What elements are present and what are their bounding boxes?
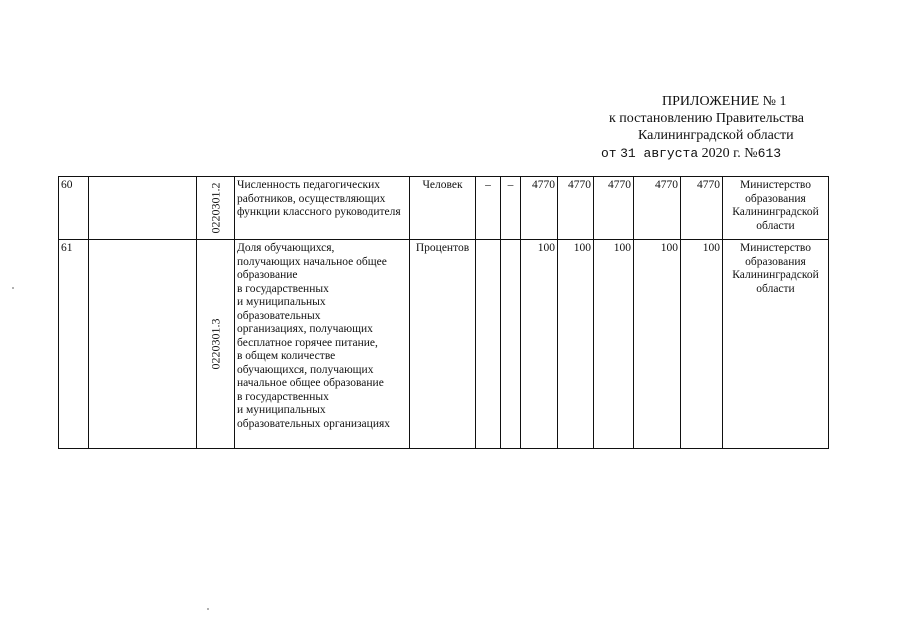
unit: Процентов bbox=[410, 240, 476, 449]
value-cell: 100 bbox=[521, 240, 558, 449]
indicator-name bbox=[235, 240, 410, 449]
empty-cell bbox=[89, 240, 197, 449]
value-cell: 100 bbox=[558, 240, 594, 449]
appendix-subtitle: к постановлению Правительства bbox=[609, 111, 805, 126]
name-line: начальное общее образование bbox=[237, 377, 384, 389]
name-line: получающих начальное общее bbox=[237, 255, 387, 268]
value-cell: 100 bbox=[634, 240, 681, 449]
value-cell: 4770 bbox=[681, 177, 723, 240]
date-prefix: от bbox=[601, 146, 617, 161]
name-line: обучающихся, получающих bbox=[237, 363, 374, 376]
name-line: в государственных bbox=[237, 282, 329, 295]
scan-speck bbox=[207, 608, 209, 610]
scan-speck bbox=[12, 287, 14, 289]
value-dash: – bbox=[501, 177, 521, 240]
value-cell: 4770 bbox=[634, 177, 681, 240]
responsible-org: Министерство образования Калининградской области bbox=[723, 177, 829, 240]
empty-cell bbox=[89, 177, 197, 240]
indicator-code: 0220301.2 bbox=[207, 182, 222, 234]
name-line: образовательных bbox=[237, 309, 321, 322]
date-year: 2020 г. № bbox=[701, 146, 758, 161]
value-cell: 100 bbox=[594, 240, 634, 449]
indicators-table bbox=[58, 176, 829, 449]
value-empty bbox=[501, 240, 521, 449]
row-number: 60 bbox=[59, 177, 89, 240]
resolution-number: 613 bbox=[757, 146, 782, 161]
name-line: бесплатное горячее питание, bbox=[237, 336, 378, 349]
responsible-org: Министерство образования Калининградской области bbox=[723, 240, 829, 449]
appendix-region: Калининградской области bbox=[638, 128, 794, 143]
resolution-date bbox=[601, 145, 781, 162]
value-cell: 4770 bbox=[594, 177, 634, 240]
indicator-code: 0220301.3 bbox=[207, 318, 222, 370]
value-dash: – bbox=[476, 177, 501, 240]
name-line: образовательных организациях bbox=[237, 417, 391, 430]
value-empty bbox=[476, 240, 501, 449]
name-line: в общем количестве bbox=[237, 350, 336, 362]
unit: Человек bbox=[410, 177, 476, 240]
name-line: и муниципальных bbox=[237, 296, 326, 308]
name-line: организациях, получающих bbox=[237, 323, 373, 335]
name-line: Доля обучающихся, bbox=[237, 242, 335, 254]
table-row bbox=[59, 240, 829, 449]
value-cell: 100 bbox=[681, 240, 723, 449]
table-row bbox=[59, 177, 829, 240]
date-typed: 31 августа bbox=[620, 146, 699, 161]
value-cell: 4770 bbox=[521, 177, 558, 240]
row-number: 61 bbox=[59, 240, 89, 449]
indicator-code-cell bbox=[197, 177, 235, 240]
value-cell: 4770 bbox=[558, 177, 594, 240]
appendix-title: ПРИЛОЖЕНИЕ № 1 bbox=[662, 94, 787, 109]
name-line: образование bbox=[237, 269, 298, 281]
indicator-name: Численность педагогических работников, осуществляющих функции классного руководителя bbox=[235, 177, 410, 240]
name-line: в государственных bbox=[237, 390, 329, 403]
indicator-code-cell bbox=[197, 240, 235, 449]
name-line: и муниципальных bbox=[237, 404, 326, 416]
